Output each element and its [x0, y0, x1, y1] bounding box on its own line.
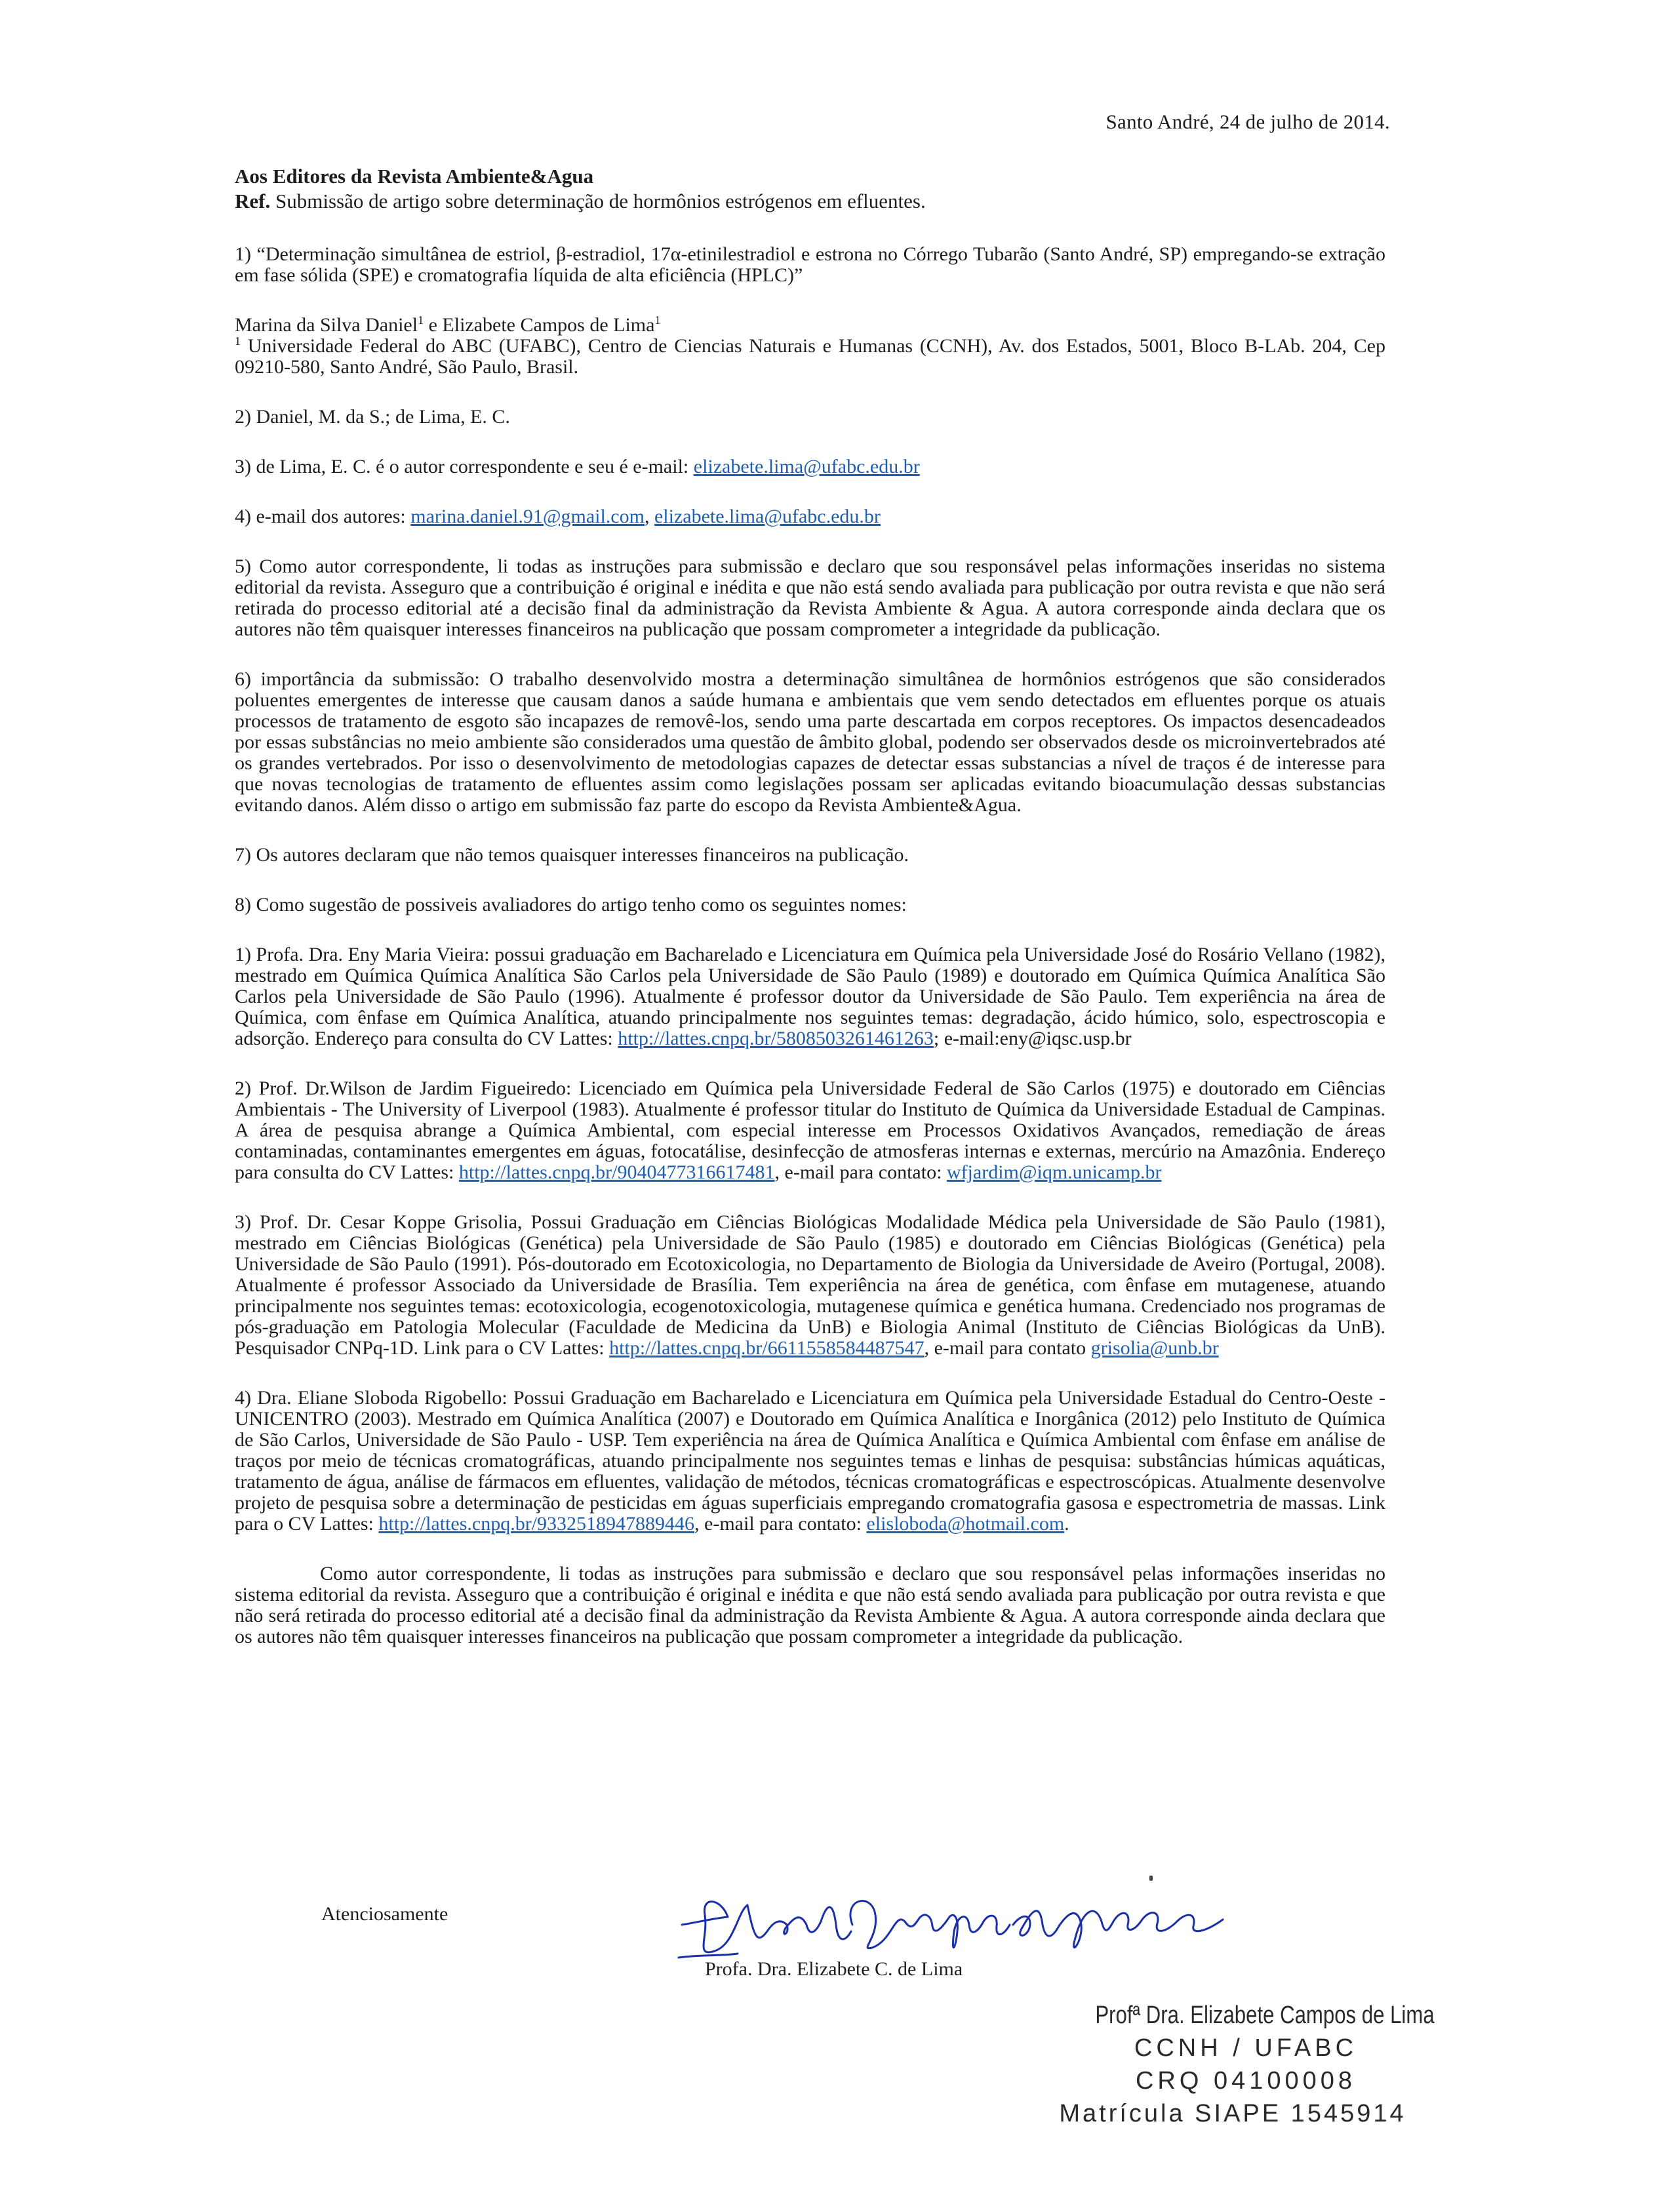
reference-line [235, 189, 1395, 214]
ink-dot [1149, 1876, 1153, 1881]
reviewer-3-lattes-link[interactable]: http://lattes.cnpq.br/6611558584487547 [609, 1337, 925, 1359]
reviewer-4-email-link[interactable]: elisloboda@hotmail.com [866, 1513, 1065, 1535]
reviewers-list [235, 944, 1385, 1535]
authors-line: Marina da Silva Daniel$^1$ e Elizabete Campos de Lima$^1$ [235, 313, 661, 336]
item-3: 3) de Lima, E. C. é o autor correspondente e seu é e-mail: elizabete.lima@ufabc.edu.br [235, 456, 920, 477]
reviewer-4: 4) Dra. Eliane Sloboda Rigobello: Possui Graduação em Bacharelado e Licenciatura em Química pela Universidade Estadual do Centro-Oeste - UNICENTRO (2003). Mestrado em Química Analítica (2007) e Doutorado em Química Analítica e Inorgânica (2012) pelo Instituto de Química de São Carlos, Universidade de São Paulo - USP. Tem experiência na área de Química Analítica e Química Ambiental com ênfase em análise de traços por meio de técnicas cromatográficas, atuando principalmente nos seguintes temas e linhas de pesquisa: substâncias húmicas aquáticas, tratamento de água, análise de fármacos em efluentes, validação de métodos, técnicas cromatográficas e espectroscópicas. Atualmente desenvolve projeto de pesquisa sobre a determinação de pesticidas em águas superficiais empregando cromatografia gasosa e espectrometria de massas. Link para o CV Lattes: http://lattes.cnpq.br/9332518947889446, e-mail para contato: elisloboda@hotmail.com. [235, 1387, 1385, 1535]
reviewer-2: 2) Prof. Dr.Wilson de Jardim Figueiredo: Licenciado em Química pela Universidade Federal de São Carlos (1975) e doutorado em Ciências Ambientais - The University of Liverpool (1983). Atualmente é professor titular do Instituto de Química da Universidade Estadual de Campinas. A área de pesquisa abrange a Química Ambiental, com especial interesse em Processos Oxidativos Avançados, remediação de áreas contaminadas, contaminantes emergentes em águas, fotocatálise, desinfecção de atmosferas internas e externas, mercúrio na Amazônia. Endereço para consulta do CV Lattes: http://lattes.cnpq.br/9040477316617481, e-mail para contato: wfjardim@iqm.unicamp.br [235, 1077, 1385, 1183]
reviewer-1-lattes-link[interactable]: http://lattes.cnpq.br/5808503261461263 [618, 1028, 934, 1049]
ref-text: Submissão de artigo sobre determinação de hormônios estrógenos em efluentes. [270, 190, 926, 212]
signer-name: Profa. Dra. Elizabete C. de Lima [705, 1958, 963, 1980]
letter-heading [235, 164, 1395, 214]
affiliation: $^1$ Universidade Federal do ABC (UFABC), Centro de Ciencias Naturais e Humanas (CCNH), Av. dos Estados, 5001, Bloco B-LAb. 204, Cep 09210-580, Santo André, São Paulo, Brasil. [235, 334, 1385, 378]
item-8: 8) Como sugestão de possiveis avaliadores do artigo tenho como os seguintes nomes: [235, 894, 907, 915]
official-stamp [1059, 1999, 1435, 2130]
reviewer-2-lattes-link[interactable]: http://lattes.cnpq.br/9040477316617481 [458, 1161, 775, 1183]
reviewer-1: 1) Profa. Dra. Eny Maria Vieira: possui graduação em Bacharelado e Licenciatura em Química pela Universidade José do Rosário Vellano (1982), mestrado em Química Química Analítica São Carlos pela Universidade de São Paulo (1989) e doutorado em Química Química Analítica São Carlos pela Universidade de São Paulo (1996). Atualmente é professor doutor da Universidade de São Paulo. Tem experiência na área de Química, com ênfase em Química Analítica, atuando principalmente nos seguintes temas: degradação, ácido húmico, solo, espectroscopia e adsorção. Endereço para consulta do CV Lattes: http://lattes.cnpq.br/5808503261461263; e-mail:eny@iqsc.usp.br [235, 944, 1385, 1049]
item-4: 4) e-mail dos autores: marina.daniel.91@gmail.com, elizabete.lima@ufabc.edu.br [235, 506, 881, 527]
authors-block [235, 315, 1385, 378]
item-2: 2) Daniel, M. da S.; de Lima, E. C. [235, 406, 510, 428]
reviewer-4-lattes-link[interactable]: http://lattes.cnpq.br/9332518947889446 [378, 1513, 695, 1535]
stamp-name: Profª Dra. Elizabete Campos de Lima [1095, 2001, 1435, 2029]
corresponding-email-link[interactable]: elizabete.lima@ufabc.edu.br [693, 456, 920, 477]
letter-date: Santo André, 24 de julho de 2014. [1105, 110, 1390, 133]
stamp-crq: CRQ 04100008 [1135, 2067, 1357, 2095]
stamp-siape: Matrícula SIAPE 1545914 [1059, 2100, 1406, 2127]
item-6: 6) importância da submissão: O trabalho desenvolvido mostra a determinação simultânea de hormônios estrógenos que são considerados poluentes emergentes de interesse que causam danos a saúde humana e ambientais que vem sendo detectados em efluentes porque os atuais processos de tratamento de esgoto são incapazes de removê-los, sendo uma parte descartada em corpos receptores. Os impactos desencadeados por essas substâncias no meio ambiente são considerados uma questão de âmbito global, podendo ser observados desde os microinvertebrados até os grandes vertebrados. Por isso o desenvolvimento de metodologias capazes de detectar essas substancias a nível de traços é de interesse para que novas tecnologias de tratamento de efluentes assim como legislações possam ser aplicadas evitando bioacumulação dessas substancias evitando danos. Além disso o artigo em submissão faz parte do escopo da Revista Ambiente&Agua. [235, 668, 1385, 816]
regards: Atenciosamente [321, 1903, 448, 1925]
closing-declaration: Como autor correspondente, li todas as instruções para submissão e declaro que sou responsável pelas informações inseridas no sistema editorial da revista. Asseguro que a contribuição é original e inédita e que não está sendo avaliada para publicação por outra revista e que não será retirada do processo editorial até a decisão final da administração da Revista Ambiente & Agua. A autora corresponde ainda declara que os autores não têm quaisquer interesses financeiros na publicação que possam comprometer a integridade da publicação. [235, 1563, 1385, 1647]
item-5: 5) Como autor correspondente, li todas as instruções para submissão e declaro que sou responsável pelas informações inseridas no sistema editorial da revista. Asseguro que a contribuição é original e inédita e que não está sendo avaliada para publicação por outra revista e que não será retirada do processo editorial até a decisão final da administração da Revista Ambiente & Agua. A autora corresponde ainda declara que os autores não têm quaisquer interesses financeiros na publicação que possam comprometer a integridade da publicação. [235, 555, 1385, 640]
ref-label: Ref. [235, 190, 271, 212]
reviewer-3-email-link[interactable]: grisolia@unb.br [1090, 1337, 1219, 1359]
item-1-title: 1) “Determinação simultânea de estriol, β-estradiol, 17α-etinilestradiol e estrona no Córrego Tubarão (Santo André, SP) empregando-se extração em fase sólida (SPE) e cromatografia líquida de alta eficiência (HPLC)” [235, 243, 1385, 286]
reviewer-2-email-link[interactable]: wfjardim@iqm.unicamp.br [946, 1161, 1162, 1183]
item-7: 7) Os autores declaram que não temos quaisquer interesses financeiros na publicação. [235, 844, 909, 866]
reviewer-3: 3) Prof. Dr. Cesar Koppe Grisolia, Possui Graduação em Ciências Biológicas Modalidade Médica pela Universidade de São Paulo (1981), mestrado em Ciências Biológicas (Genética) pela Universidade de São Paulo (1985) e doutorado em Ciências Biológicas (Genética) pela Universidade de São Paulo (1991). Pós-doutorado em Ecotoxicologia, no Departamento de Biologia da Universidade de Aveiro (Portugal, 2008). Atualmente é professor Associado da Universidade de Brasília. Tem experiência na área de genética, com ênfase em mutagenese, atuando principalmente nos seguintes temas: ecotoxicologia, ecogenotoxicologia, mutagenese química e genética humana. Credenciado nos programas de pós-graduação em Patologia Molecular (Faculdade de Medicina da UnB) e Biologia Animal (Instituto de Ciências Biológicas da UnB). Pesquisador CNPq-1D. Link para o CV Lattes: http://lattes.cnpq.br/6611558584487547, e-mail para contato grisolia@unb.br [235, 1211, 1385, 1359]
stamp-department: CCNH / UFABC [1134, 2034, 1358, 2062]
author-email-link-2[interactable]: elizabete.lima@ufabc.edu.br [654, 506, 881, 527]
letter-body [235, 244, 1385, 1676]
addressee: Aos Editores da Revista Ambiente&Agua [235, 165, 594, 188]
author-email-link-1[interactable]: marina.daniel.91@gmail.com [410, 506, 645, 527]
